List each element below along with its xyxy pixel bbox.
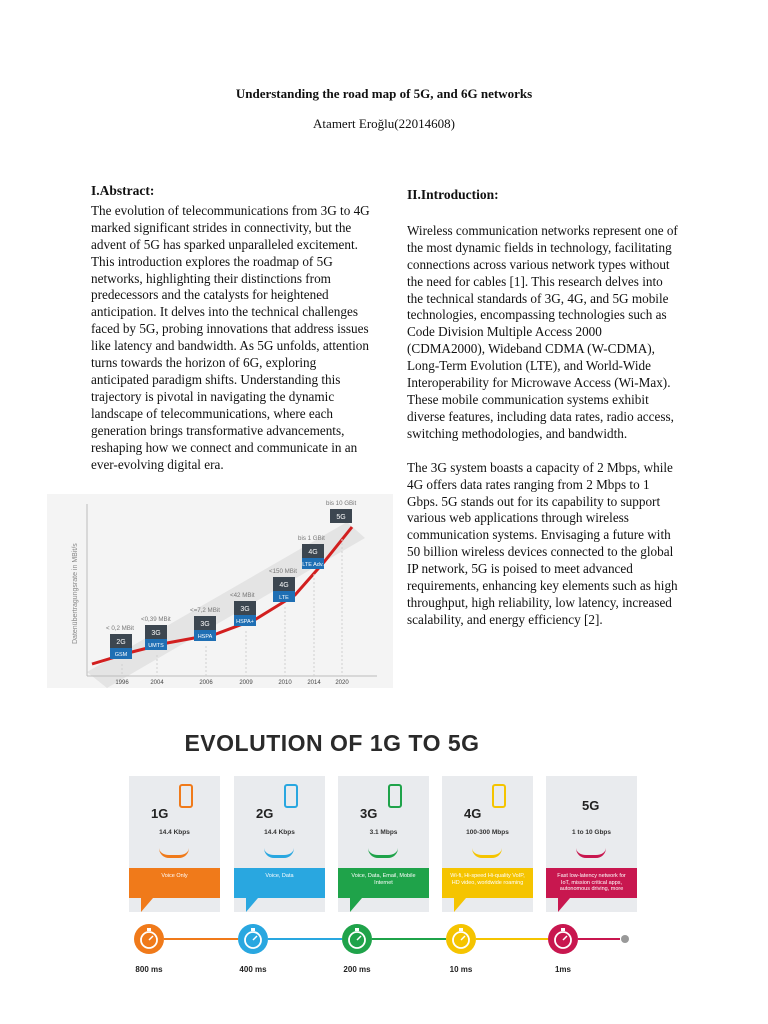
stopwatch-crown: [459, 928, 463, 931]
latency-label: 400 ms: [239, 965, 267, 974]
motorcycle-icon: [264, 846, 294, 858]
abstract-heading: I.Abstract:: [91, 183, 155, 198]
introduction-section: [407, 187, 679, 629]
stopwatch-face: [555, 932, 571, 948]
evolution-title: EVOLUTION OF 1G TO 5G: [184, 730, 480, 756]
generation-speed: 14.4 Kbps: [159, 829, 190, 836]
chart-gen-label: 4G: [279, 582, 289, 589]
generation-use-band: Voice, Data: [234, 868, 325, 898]
chart-x-tick-label: 2010: [278, 680, 292, 686]
car-icon: [368, 846, 398, 858]
device-icon: [388, 784, 402, 808]
stopwatch-face: [141, 932, 157, 948]
chart-tech-label: HSPA: [197, 634, 213, 640]
generation-use-band: Fast low-latency network for IoT, mission critical apps, autonomous driving, more: [546, 868, 637, 898]
bicycle-icon: [159, 846, 189, 858]
stopwatch-icon: [342, 924, 372, 954]
chart-rate-label: < 0,2 MBit: [106, 625, 135, 632]
chart-gen-label: 2G: [116, 639, 126, 646]
generation-label: 1G: [151, 806, 169, 821]
stopwatch-hand: [253, 936, 257, 940]
stopwatch-crown: [561, 928, 565, 931]
stopwatch-hand: [461, 936, 465, 940]
chart-rate-label: <42 MBit: [230, 592, 255, 599]
latency-label: 800 ms: [135, 965, 163, 974]
chart-x-tick-label: 2006: [199, 680, 213, 686]
stopwatch-icon: [446, 924, 476, 954]
generation-use-band: Voice, Data, Email, Mobile Internet: [338, 868, 429, 898]
generation-card: [129, 776, 220, 912]
timeline-end-dot: [621, 935, 629, 943]
stopwatch-icon: [238, 924, 268, 954]
generation-use-band: Voice Only: [129, 868, 220, 898]
chart-x-tick-label: 2009: [239, 680, 253, 686]
chart-rate-label: bis 1 GBit: [298, 535, 325, 542]
generation-speed: 3.1 Mbps: [369, 829, 398, 836]
introduction-heading: II.Introduction:: [407, 187, 499, 202]
generation-speed: 100-300 Mbps: [466, 829, 509, 836]
chart-tech-label: UMTS: [148, 643, 164, 649]
band-pointer: [141, 898, 153, 912]
data-rate-chart-svg: [47, 494, 393, 688]
stopwatch-face: [245, 932, 261, 948]
latency-label: 200 ms: [343, 965, 371, 974]
generation-label: 3G: [360, 806, 378, 821]
chart-tech-label: HSPA+: [236, 619, 254, 625]
generation-speed: 14.4 Kbps: [264, 829, 295, 836]
device-icon: [492, 784, 506, 808]
chart-gen-label: 4G: [308, 549, 318, 556]
stopwatch-hand: [149, 936, 153, 940]
data-rate-chart: [47, 494, 393, 688]
chart-gen-label: 5G: [336, 514, 346, 521]
chart-gen-label: 3G: [240, 606, 250, 613]
band-pointer: [454, 898, 466, 912]
abstract-text: The evolution of telecommunications from 3G to 4G marked significant strides in connectivity, but the advent of 5G has sparked unparalleled excitement. This introduction explores the roadmap of 5G networks, highlighting their distinctions from predecessors and the catalysts for heightened anticipation. It delves into the technical challenges faced by 5G, probing innovations that address issues like latency and bandwidth. As 5G unfolds, attention turns towards the horizon of 6G, exploring anticipated paradigm shifts. Understanding this trajectory is pivotal in navigating the dynamic landscape of telecommunications, where each generation brings transformative advancements, reshaping how we connect and communicate in an ever-evolving digital era.: [91, 202, 370, 472]
paper-author: Atamert Eroğlu(22014608): [313, 116, 455, 131]
band-pointer: [558, 898, 570, 912]
generation-use-band: Wi-fi, Hi-speed Hi-quality VoIP, HD video, worldwide roaming: [442, 868, 533, 898]
chart-x-tick-label: 1996: [115, 680, 129, 686]
stopwatch-hand: [563, 936, 567, 940]
latency-label: 10 ms: [449, 965, 473, 974]
chart-rate-label: <150 MBit: [269, 568, 298, 575]
generation-card: [546, 776, 637, 912]
chart-rate-label: bis 10 GBit: [326, 500, 357, 507]
abstract-section: [91, 183, 371, 473]
generation-card: [442, 776, 533, 912]
generation-speed: 1 to 10 Gbps: [571, 829, 611, 836]
chart-tech-label: GSM: [114, 652, 128, 658]
chart-tech-label: LTE: [279, 595, 289, 601]
stopwatch-face: [453, 932, 469, 948]
chart-tech-label: LTE Adv.: [302, 562, 324, 568]
generation-card: [338, 776, 429, 912]
latency-label: 1ms: [554, 965, 571, 974]
stopwatch-crown: [251, 928, 255, 931]
rocket-icon: [576, 846, 606, 858]
band-pointer: [246, 898, 258, 912]
introduction-paragraph-1: Wireless communication networks represent one of the most dynamic fields in technology, facilitating connections across various network types without the need for cables [1]. This research delves into the technical standards of 3G, 4G, and 5G mobile technologies, encompassing technologies such as Code Division Multiple Access 2000 (CDMA2000), Wideband CDMA (W-CDMA), Long-Term Evolution (LTE), and World-Wide Interoperability for Microwave Access (Wi-Max). These mobile communication systems exhibit diverse features, including data rates, radio access, switching methodologies, and bandwidth.: [407, 222, 678, 441]
chart-y-axis-label: Datenübertragungsrate in MBit/s: [72, 543, 79, 644]
chart-rate-label: <0,39 MBit: [141, 616, 171, 623]
stopwatch-crown: [355, 928, 359, 931]
generation-label: 4G: [464, 806, 482, 821]
generation-card: [234, 776, 325, 912]
chart-x-tick-label: 2014: [307, 680, 321, 686]
paper-title: Understanding the road map of 5G, and 6G networks: [235, 86, 533, 101]
device-icon: [179, 784, 193, 808]
chart-x-tick-label: 2020: [335, 680, 349, 686]
generation-label: 5G: [582, 798, 600, 813]
stopwatch-face: [349, 932, 365, 948]
stopwatch-icon: [134, 924, 164, 954]
chart-rate-label: <=7,2 MBit: [190, 607, 220, 614]
airplane-icon: [472, 846, 502, 858]
stopwatch-icon: [548, 924, 578, 954]
band-pointer: [350, 898, 362, 912]
introduction-paragraph-2: The 3G system boasts a capacity of 2 Mbps, while 4G offers data rates ranging from 2 Mbps to 1 Gbps. 5G stands out for its capability to support various web applications through wireless communication systems. Envisaging a future with 50 billion wireless devices connected to the global IP network, 5G is poised to meet advanced requirements, enhancing key elements such as high throughput, high reliability, low latency, increased scalability, and energy efficiency [2].: [407, 459, 678, 627]
chart-gen-label: 3G: [200, 621, 210, 628]
stopwatch-hand: [357, 936, 361, 940]
chart-x-tick-label: 2004: [150, 680, 164, 686]
generation-label: 2G: [256, 806, 274, 821]
stopwatch-crown: [147, 928, 151, 931]
device-icon: [284, 784, 298, 808]
chart-gen-label: 3G: [151, 630, 161, 637]
